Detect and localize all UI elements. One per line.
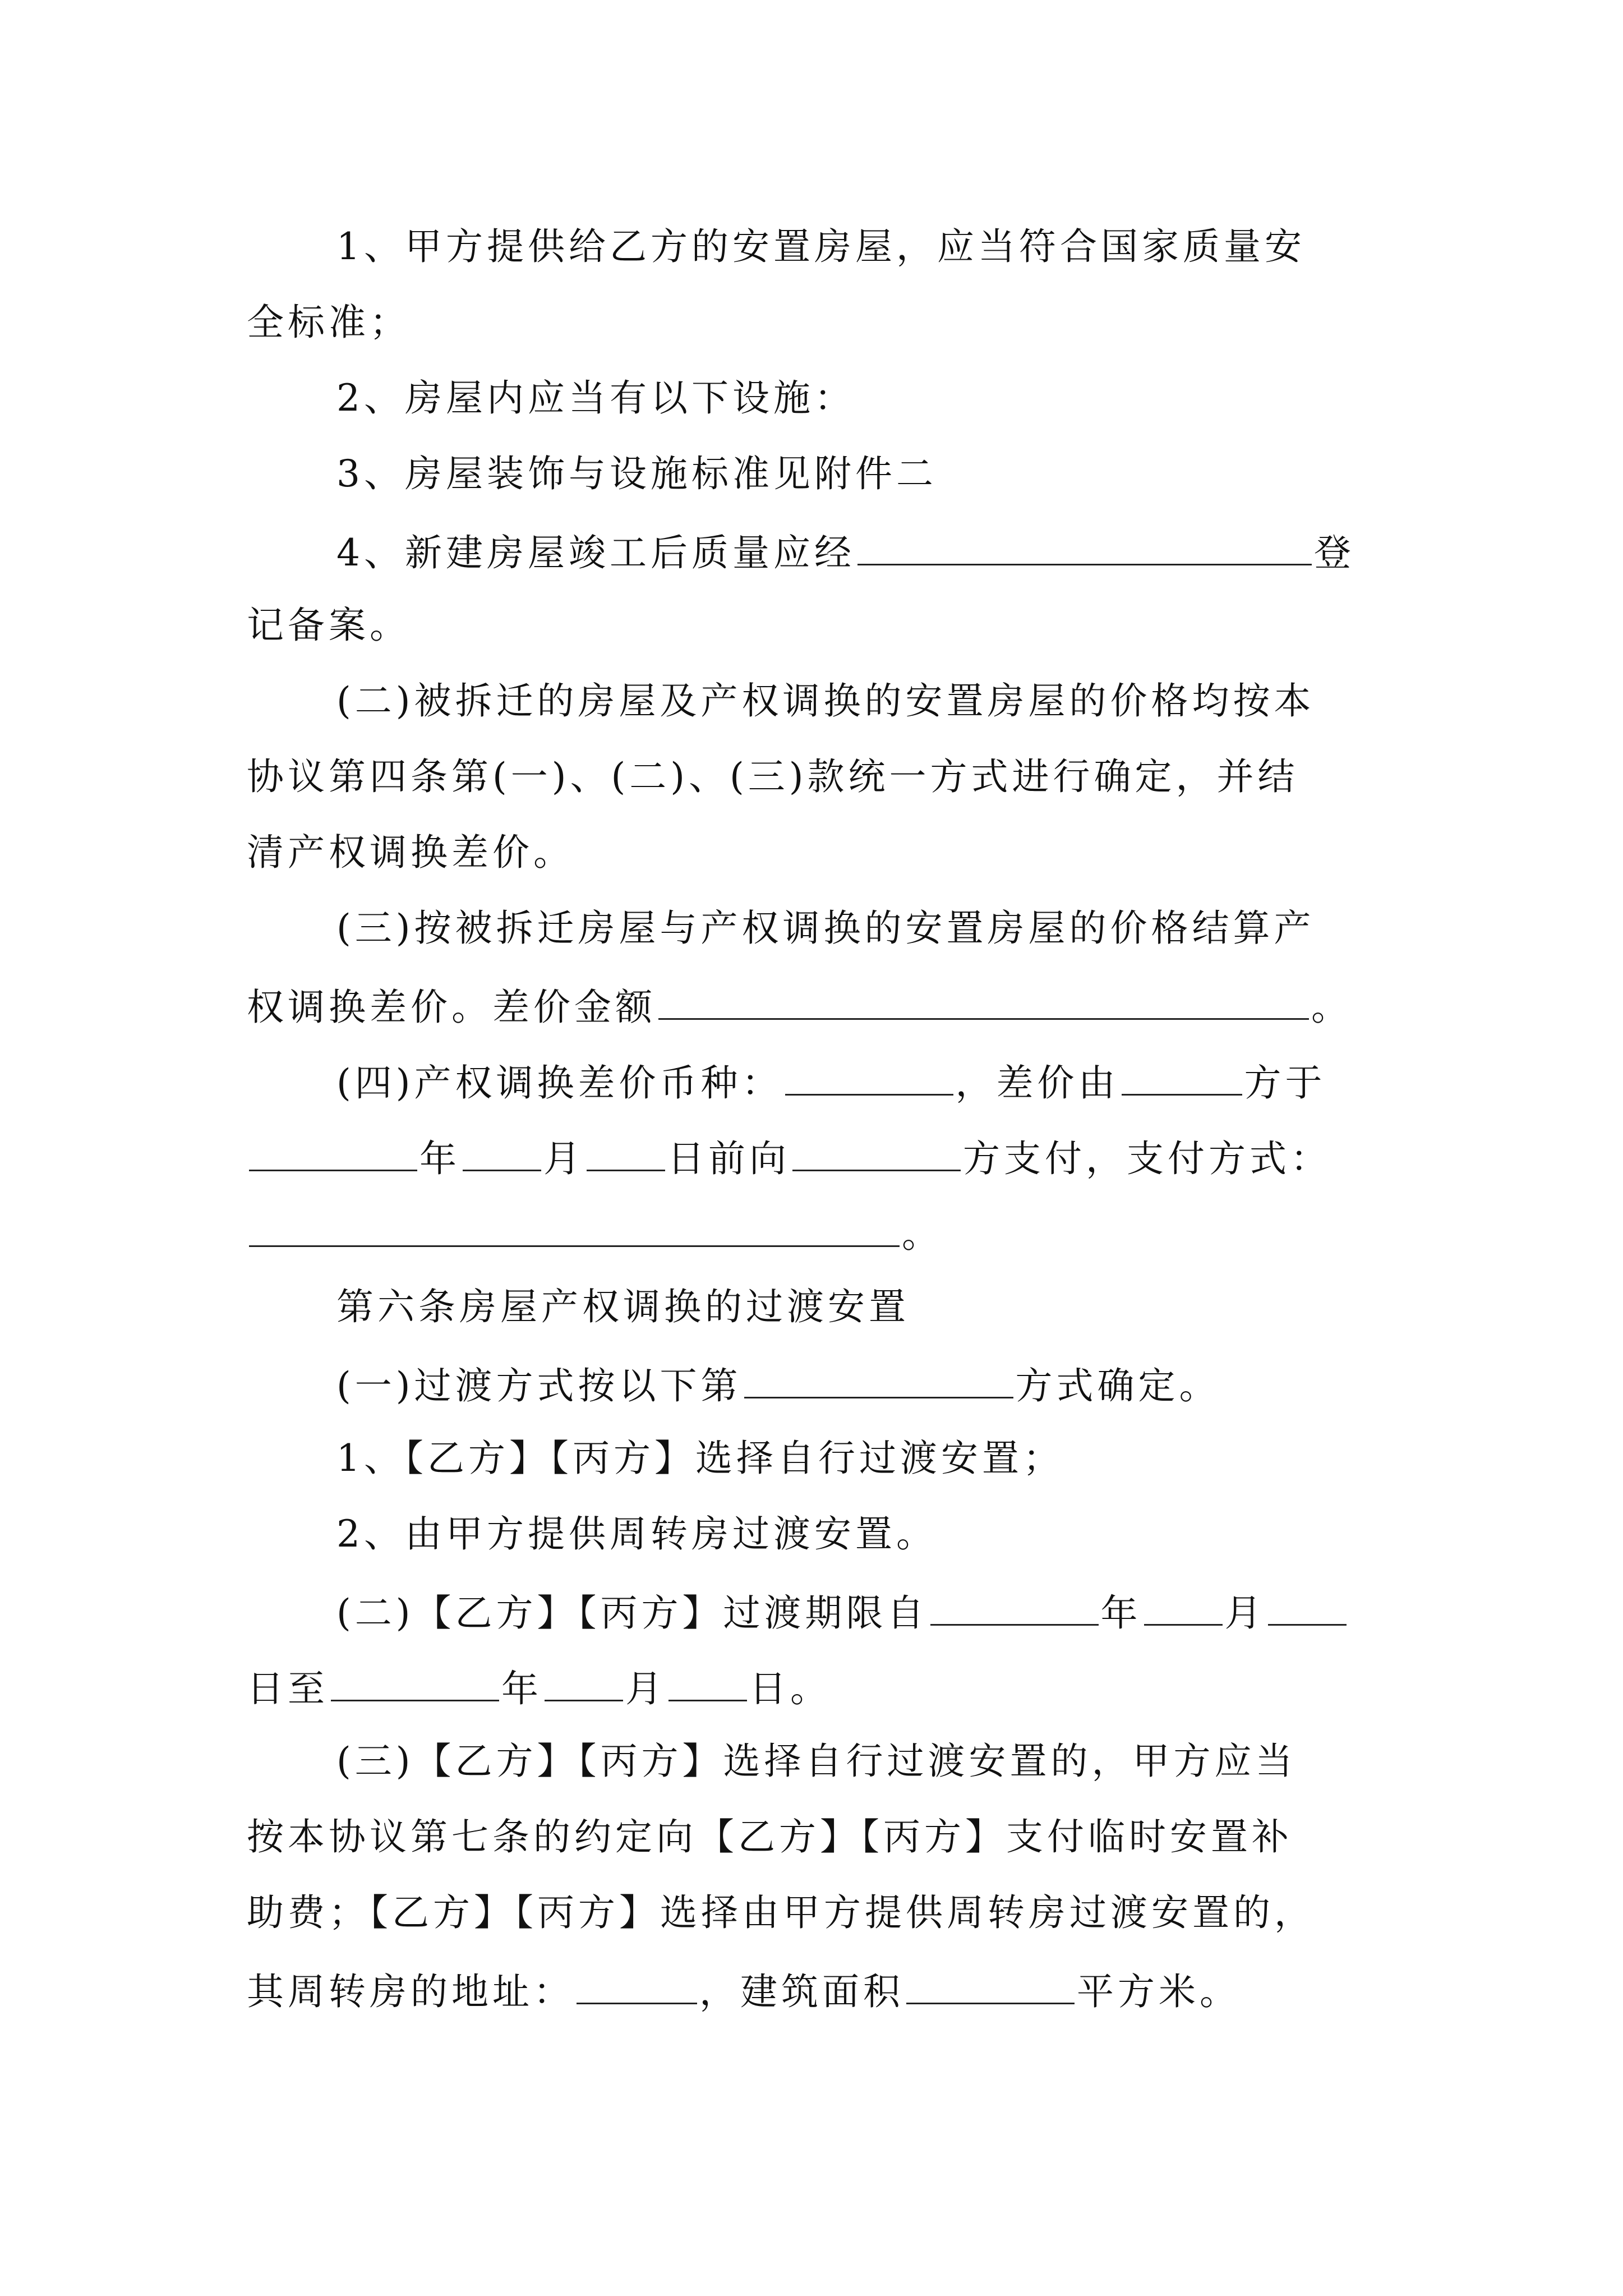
- text-run: 第六条房屋产权调换的过渡安置: [336, 1285, 910, 1328]
- text-run: 月: [625, 1667, 666, 1710]
- fill-in-blank[interactable]: [744, 1364, 1013, 1398]
- fill-in-blank[interactable]: [785, 1061, 953, 1096]
- text-run: 1、甲方提供给乙方的安置房屋，应当符合国家质量安: [336, 225, 1306, 268]
- text-run: 协议第四条第(一)、(二)、(三)款统一方式进行确定，并结: [247, 755, 1299, 798]
- fill-in-blank[interactable]: [906, 1970, 1075, 2004]
- text-run: (三)按被拆迁房屋与产权调换的安置房屋的价格结算产: [336, 907, 1315, 950]
- text-run: 其周转房的地址：: [247, 1970, 574, 2013]
- text-run: 日。: [749, 1667, 831, 1710]
- fill-in-blank[interactable]: [577, 1970, 697, 2004]
- paragraph-line: [247, 301, 411, 344]
- text-run: ，建筑面积: [699, 1970, 904, 2013]
- paragraph-line: [336, 1740, 1297, 1783]
- paragraph-line: [336, 1061, 1326, 1105]
- text-run: 年: [419, 1137, 460, 1180]
- text-run: 年: [1100, 1591, 1142, 1635]
- text-run: 全标准；: [247, 301, 411, 344]
- fill-in-blank[interactable]: [463, 1137, 541, 1171]
- fill-in-blank[interactable]: [930, 1591, 1099, 1626]
- text-run: (二)【乙方】【丙方】过渡期限自: [336, 1591, 928, 1635]
- paragraph-line: [247, 604, 411, 647]
- paragraph-line: [336, 1437, 1064, 1480]
- text-run: 日至: [247, 1667, 329, 1710]
- text-run: 月: [543, 1137, 584, 1180]
- paragraph-line: [247, 755, 1299, 798]
- paragraph-line: [247, 1137, 1331, 1180]
- paragraph-line: [336, 679, 1315, 723]
- fill-in-blank[interactable]: [1122, 1061, 1242, 1096]
- paragraph-line: [336, 225, 1306, 268]
- text-run: 2、房屋内应当有以下设施：: [336, 376, 855, 420]
- text-run: 清产权调换差价。: [247, 831, 574, 874]
- paragraph-line: [247, 1667, 831, 1708]
- fill-in-blank[interactable]: [792, 1137, 961, 1171]
- paragraph-line: [336, 1364, 1220, 1405]
- text-run: 记备案。: [247, 604, 411, 647]
- paragraph-line: [336, 1512, 937, 1556]
- text-run: 。: [1311, 986, 1352, 1029]
- paragraph-line: [247, 1891, 1315, 1934]
- text-run: (二)被拆迁的房屋及产权调换的安置房屋的价格均按本: [336, 679, 1315, 723]
- fill-in-blank[interactable]: [331, 1667, 499, 1701]
- text-run: (一)过渡方式按以下第: [336, 1364, 742, 1407]
- paragraph-line: [247, 1213, 943, 1256]
- text-run: 1、【乙方】【丙方】选择自行过渡安置；: [336, 1437, 1064, 1480]
- fill-in-blank[interactable]: [857, 531, 1312, 565]
- paragraph-line: [336, 1591, 1349, 1635]
- section-heading: [336, 1285, 910, 1328]
- fill-in-blank[interactable]: [587, 1137, 665, 1171]
- text-run: 2、由甲方提供周转房过渡安置。: [336, 1512, 937, 1556]
- text-run: 。: [902, 1213, 943, 1256]
- text-run: 方支付，支付方式：: [963, 1137, 1331, 1180]
- fill-in-blank[interactable]: [1268, 1591, 1347, 1626]
- text-run: (四)产权调换差价币种：: [336, 1061, 783, 1105]
- paragraph-line: [247, 986, 1352, 1029]
- text-run: 4、新建房屋竣工后质量应经: [336, 531, 855, 574]
- text-run: 平方米。: [1077, 1970, 1241, 2013]
- text-run: 按本协议第七条的约定向【乙方】【丙方】支付临时安置补: [247, 1815, 1293, 1858]
- text-run: ，差价由: [955, 1061, 1119, 1105]
- text-run: 助费；【乙方】【丙方】选择由甲方提供周转房过渡安置的，: [247, 1891, 1315, 1934]
- text-run: (三)【乙方】【丙方】选择自行过渡安置的，甲方应当: [336, 1740, 1297, 1783]
- paragraph-line: [336, 452, 937, 495]
- paragraph-line: [247, 831, 574, 874]
- fill-in-blank[interactable]: [249, 1137, 417, 1171]
- text-run: 登: [1314, 531, 1355, 574]
- paragraph-line: [336, 376, 855, 420]
- text-run: 权调换差价。差价金额: [247, 986, 656, 1029]
- fill-in-blank[interactable]: [545, 1667, 623, 1701]
- fill-in-blank[interactable]: [1144, 1591, 1223, 1626]
- paragraph-line: [336, 907, 1315, 950]
- text-run: 方于: [1244, 1061, 1326, 1105]
- text-run: 3、房屋装饰与设施标准见附件二: [336, 452, 937, 495]
- fill-in-blank[interactable]: [249, 1213, 900, 1247]
- text-run: 方式确定。: [1015, 1364, 1220, 1407]
- paragraph-line: [247, 1970, 1241, 2013]
- fill-in-blank[interactable]: [668, 1667, 747, 1701]
- paragraph-line: [247, 1815, 1293, 1858]
- text-run: 月: [1224, 1591, 1266, 1635]
- text-run: 年: [501, 1667, 542, 1710]
- paragraph-line: [336, 531, 1355, 572]
- text-run: 日前向: [667, 1137, 790, 1180]
- fill-in-blank[interactable]: [658, 986, 1309, 1020]
